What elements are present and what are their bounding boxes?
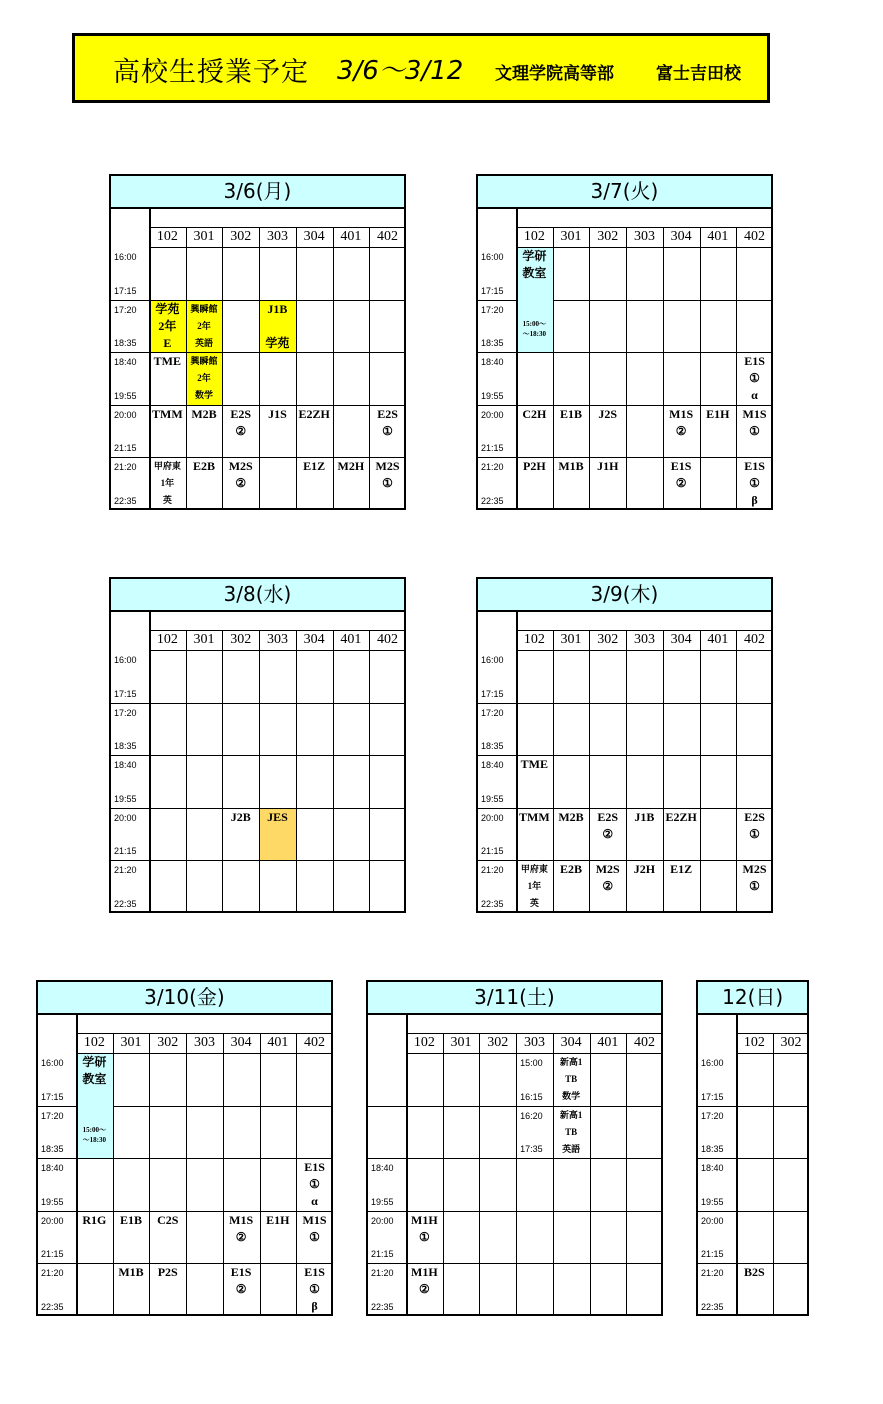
class-entry: P2S: [157, 1265, 178, 1279]
time-end: 18:35: [114, 338, 137, 348]
class-entry: E1Z: [303, 459, 326, 473]
class-note: 15:00〜 〜18:30: [522, 320, 547, 338]
class-entry: E1B: [560, 406, 583, 421]
time-start: 20:00: [371, 1215, 394, 1226]
class-entry: TMM: [152, 406, 183, 421]
room-header: 401: [340, 632, 362, 647]
room-header: 303: [193, 1035, 215, 1050]
room-header: 401: [340, 229, 362, 244]
room-header: 301: [560, 632, 582, 647]
inner-time-end: 16:15: [520, 1091, 543, 1102]
day-title: 3/8(水): [111, 579, 404, 612]
time-end: 19:55: [114, 793, 137, 804]
day-title: 12(日): [698, 982, 807, 1015]
day-schedule: [36, 980, 333, 1316]
room-header: 102: [156, 229, 178, 244]
class-entry: E1S ②: [670, 459, 692, 490]
room-header: 301: [450, 1035, 472, 1050]
title-banner: [72, 33, 770, 103]
class-entry: 甲府東 1年 英: [153, 461, 181, 505]
room-header: 302: [230, 229, 252, 244]
room-header: 304: [560, 1035, 582, 1050]
time-start: 17:20: [114, 304, 137, 315]
banner-school: 文理学院高等部: [495, 64, 614, 84]
class-entry: E2S ②: [230, 406, 252, 438]
class-entry: 学研 教室: [522, 249, 547, 280]
class-entry: 甲府東 1年 英: [520, 864, 548, 908]
time-end: 22:35: [114, 495, 137, 506]
class-entry: TME: [520, 757, 549, 771]
room-header: 102: [523, 229, 545, 244]
time-end: 22:35: [114, 898, 137, 909]
time-end: 19:55: [481, 793, 504, 804]
class-entry: B2S: [744, 1265, 765, 1279]
class-entry: M1S ①: [742, 406, 767, 438]
room-header: 402: [377, 632, 399, 647]
room-header: 402: [744, 632, 766, 647]
time-end: 18:35: [114, 741, 137, 751]
room-header: 302: [157, 1035, 179, 1050]
time-start: 17:20: [701, 1110, 724, 1121]
class-entry: TMM: [519, 809, 550, 824]
room-header: 303: [523, 1035, 545, 1050]
room-header: 302: [597, 229, 619, 244]
time-start: 16:00: [41, 1058, 64, 1068]
time-start: 20:00: [114, 812, 137, 823]
class-entry: 学研 教室: [82, 1055, 107, 1086]
time-end: 22:35: [481, 898, 504, 909]
day-schedule: [109, 577, 406, 913]
room-header: 401: [707, 632, 729, 647]
inner-time-end: 17:35: [520, 1144, 543, 1154]
time-end: 21:15: [114, 443, 137, 453]
room-header: 401: [707, 229, 729, 244]
class-entry: M1B: [558, 459, 584, 473]
time-start: 21:20: [41, 1268, 64, 1278]
class-entry: J1H: [597, 459, 619, 473]
class-entry: E2S ①: [377, 406, 398, 438]
time-end: 19:55: [481, 390, 504, 401]
room-header: 304: [670, 632, 692, 647]
day-schedule: [476, 174, 773, 510]
room-header: 102: [156, 632, 178, 647]
day-title: 3/6(月): [111, 176, 404, 209]
class-entry: J1S: [268, 406, 287, 421]
class-entry: M2S ①: [375, 459, 400, 490]
time-end: 21:15: [701, 1249, 724, 1259]
class-entry: J1B: [634, 809, 655, 824]
class-entry: E1S ① α: [744, 354, 765, 402]
time-start: 18:40: [41, 1163, 64, 1173]
banner-campus: 富士吉田校: [656, 64, 741, 84]
time-end: 18:35: [701, 1144, 724, 1154]
class-entry: M1B: [118, 1265, 144, 1279]
day-title: 3/11(土): [368, 982, 661, 1015]
time-end: 21:15: [41, 1249, 64, 1259]
room-header: 304: [670, 229, 692, 244]
room-header: 401: [267, 1035, 289, 1050]
room-header: 402: [304, 1035, 326, 1050]
time-start: 21:20: [371, 1268, 394, 1278]
inner-time-start: 15:00: [520, 1058, 543, 1068]
class-entry: E2B: [193, 459, 216, 473]
class-entry: 新高1 TB 英語: [559, 1109, 583, 1154]
time-end: 17:15: [41, 1091, 64, 1102]
class-entry: E1H: [266, 1212, 290, 1227]
time-end: 18:35: [481, 338, 504, 348]
time-end: 22:35: [481, 495, 504, 506]
class-entry: E1B: [120, 1212, 143, 1227]
class-entry: E2ZH: [298, 406, 330, 421]
time-end: 22:35: [701, 1301, 724, 1312]
time-end: 19:55: [41, 1196, 64, 1207]
class-entry: E2S ①: [744, 809, 765, 841]
room-header: 102: [83, 1035, 105, 1050]
class-entry: E2S ②: [597, 809, 619, 841]
class-entry: 新高1 TB 数学: [559, 1057, 583, 1101]
inner-time-start: 16:20: [520, 1110, 543, 1121]
room-header: 402: [744, 229, 766, 244]
time-start: 17:20: [114, 707, 137, 718]
class-entry: M2S ②: [228, 459, 253, 490]
class-entry: E1Z: [670, 862, 693, 876]
time-end: 17:15: [114, 285, 137, 296]
room-header: 303: [266, 632, 288, 647]
time-start: 20:00: [41, 1215, 64, 1226]
banner-title: 高校生授業予定: [113, 57, 309, 88]
class-entry: M2B: [558, 809, 584, 824]
class-entry: E1H: [706, 406, 730, 421]
class-entry: M1S ②: [229, 1212, 254, 1244]
room-header: 301: [193, 632, 215, 647]
time-start: 21:20: [481, 462, 504, 472]
time-end: 17:15: [481, 688, 504, 699]
class-entry: M1S ②: [669, 406, 694, 438]
room-header: 102: [413, 1035, 435, 1050]
class-entry: 学苑 2年 E: [155, 301, 180, 350]
time-start: 18:40: [481, 760, 504, 770]
time-start: 16:00: [114, 252, 137, 262]
room-header: 301: [120, 1035, 142, 1050]
time-start: 16:00: [701, 1058, 724, 1068]
banner-range: 3/6〜3/12: [337, 56, 464, 86]
time-end: 18:35: [41, 1144, 64, 1154]
class-entry: 興瞬館 2年 英語: [190, 303, 218, 348]
time-end: 19:55: [114, 390, 137, 401]
time-end: 22:35: [371, 1301, 394, 1312]
time-end: 17:15: [114, 688, 137, 699]
time-start: 21:20: [701, 1268, 724, 1278]
day-schedule: [366, 980, 663, 1316]
class-entry: J2S: [598, 406, 618, 421]
day-schedule: [696, 980, 809, 1316]
room-header: 402: [634, 1035, 656, 1050]
class-entry: JES: [267, 809, 288, 824]
class-entry: C2S: [157, 1212, 179, 1227]
time-start: 18:40: [114, 357, 137, 367]
room-header: 102: [743, 1035, 765, 1050]
time-start: 17:20: [41, 1110, 64, 1121]
time-start: 16:00: [114, 655, 137, 665]
room-header: 304: [303, 632, 325, 647]
day-schedule: [476, 577, 773, 913]
time-start: 20:00: [114, 409, 137, 420]
room-header: 303: [633, 229, 655, 244]
class-entry: J1B 学苑: [265, 301, 290, 350]
time-start: 18:40: [114, 760, 137, 770]
time-end: 19:55: [701, 1196, 724, 1207]
class-entry: M2B: [191, 406, 217, 421]
time-start: 21:20: [481, 865, 504, 875]
day-title: 3/9(木): [478, 579, 771, 612]
time-end: 21:15: [481, 846, 504, 856]
class-note: 15:00〜 〜18:30: [82, 1126, 107, 1144]
time-start: 21:20: [114, 865, 137, 875]
time-start: 18:40: [481, 357, 504, 367]
class-entry: TME: [153, 354, 182, 368]
time-end: 21:15: [481, 443, 504, 453]
class-entry: J2B: [230, 809, 251, 824]
time-start: 18:40: [701, 1163, 724, 1173]
time-end: 22:35: [41, 1301, 64, 1312]
class-entry: E1S ① β: [744, 459, 765, 507]
time-end: 21:15: [114, 846, 137, 856]
class-entry: M1H ②: [411, 1265, 438, 1296]
class-entry: E1S ① β: [304, 1265, 325, 1313]
time-end: 17:15: [701, 1091, 724, 1102]
room-header: 303: [266, 229, 288, 244]
room-header: 402: [377, 229, 399, 244]
time-start: 20:00: [481, 409, 504, 420]
time-end: 17:15: [481, 285, 504, 296]
class-entry: M1H ①: [411, 1212, 438, 1244]
class-entry: M2S ②: [595, 862, 620, 893]
room-header: 302: [487, 1035, 509, 1050]
class-entry: M2H: [337, 459, 365, 473]
class-entry: E1S ① α: [304, 1160, 325, 1208]
time-end: 18:35: [481, 741, 504, 751]
class-entry: C2H: [522, 406, 547, 421]
day-schedule: [109, 174, 406, 510]
time-start: 16:00: [481, 655, 504, 665]
time-start: 17:20: [481, 304, 504, 315]
time-start: 21:20: [114, 462, 137, 472]
class-entry: J2H: [633, 862, 656, 876]
room-header: 303: [633, 632, 655, 647]
room-header: 302: [597, 632, 619, 647]
class-entry: M2S ①: [742, 862, 767, 893]
class-entry: E2B: [560, 862, 583, 876]
day-title: 3/7(火): [478, 176, 771, 209]
time-start: 17:20: [481, 707, 504, 718]
room-header: 301: [560, 229, 582, 244]
class-entry: M1S ①: [302, 1212, 327, 1244]
room-header: 102: [523, 632, 545, 647]
class-entry: E2ZH: [665, 809, 697, 824]
room-header: 304: [303, 229, 325, 244]
room-header: 304: [230, 1035, 252, 1050]
class-entry: 興瞬館 2年 数学: [190, 356, 218, 400]
class-entry: E1S ②: [230, 1265, 252, 1296]
time-end: 19:55: [371, 1196, 394, 1207]
room-header: 302: [230, 632, 252, 647]
time-start: 16:00: [481, 252, 504, 262]
time-start: 18:40: [371, 1163, 394, 1173]
class-entry: R1G: [82, 1212, 107, 1227]
time-start: 20:00: [481, 812, 504, 823]
day-title: 3/10(金): [38, 982, 331, 1015]
time-end: 21:15: [371, 1249, 394, 1259]
room-header: 302: [780, 1035, 802, 1050]
class-entry: P2H: [523, 459, 546, 473]
time-start: 20:00: [701, 1215, 724, 1226]
room-header: 301: [193, 229, 215, 244]
room-header: 401: [597, 1035, 619, 1050]
